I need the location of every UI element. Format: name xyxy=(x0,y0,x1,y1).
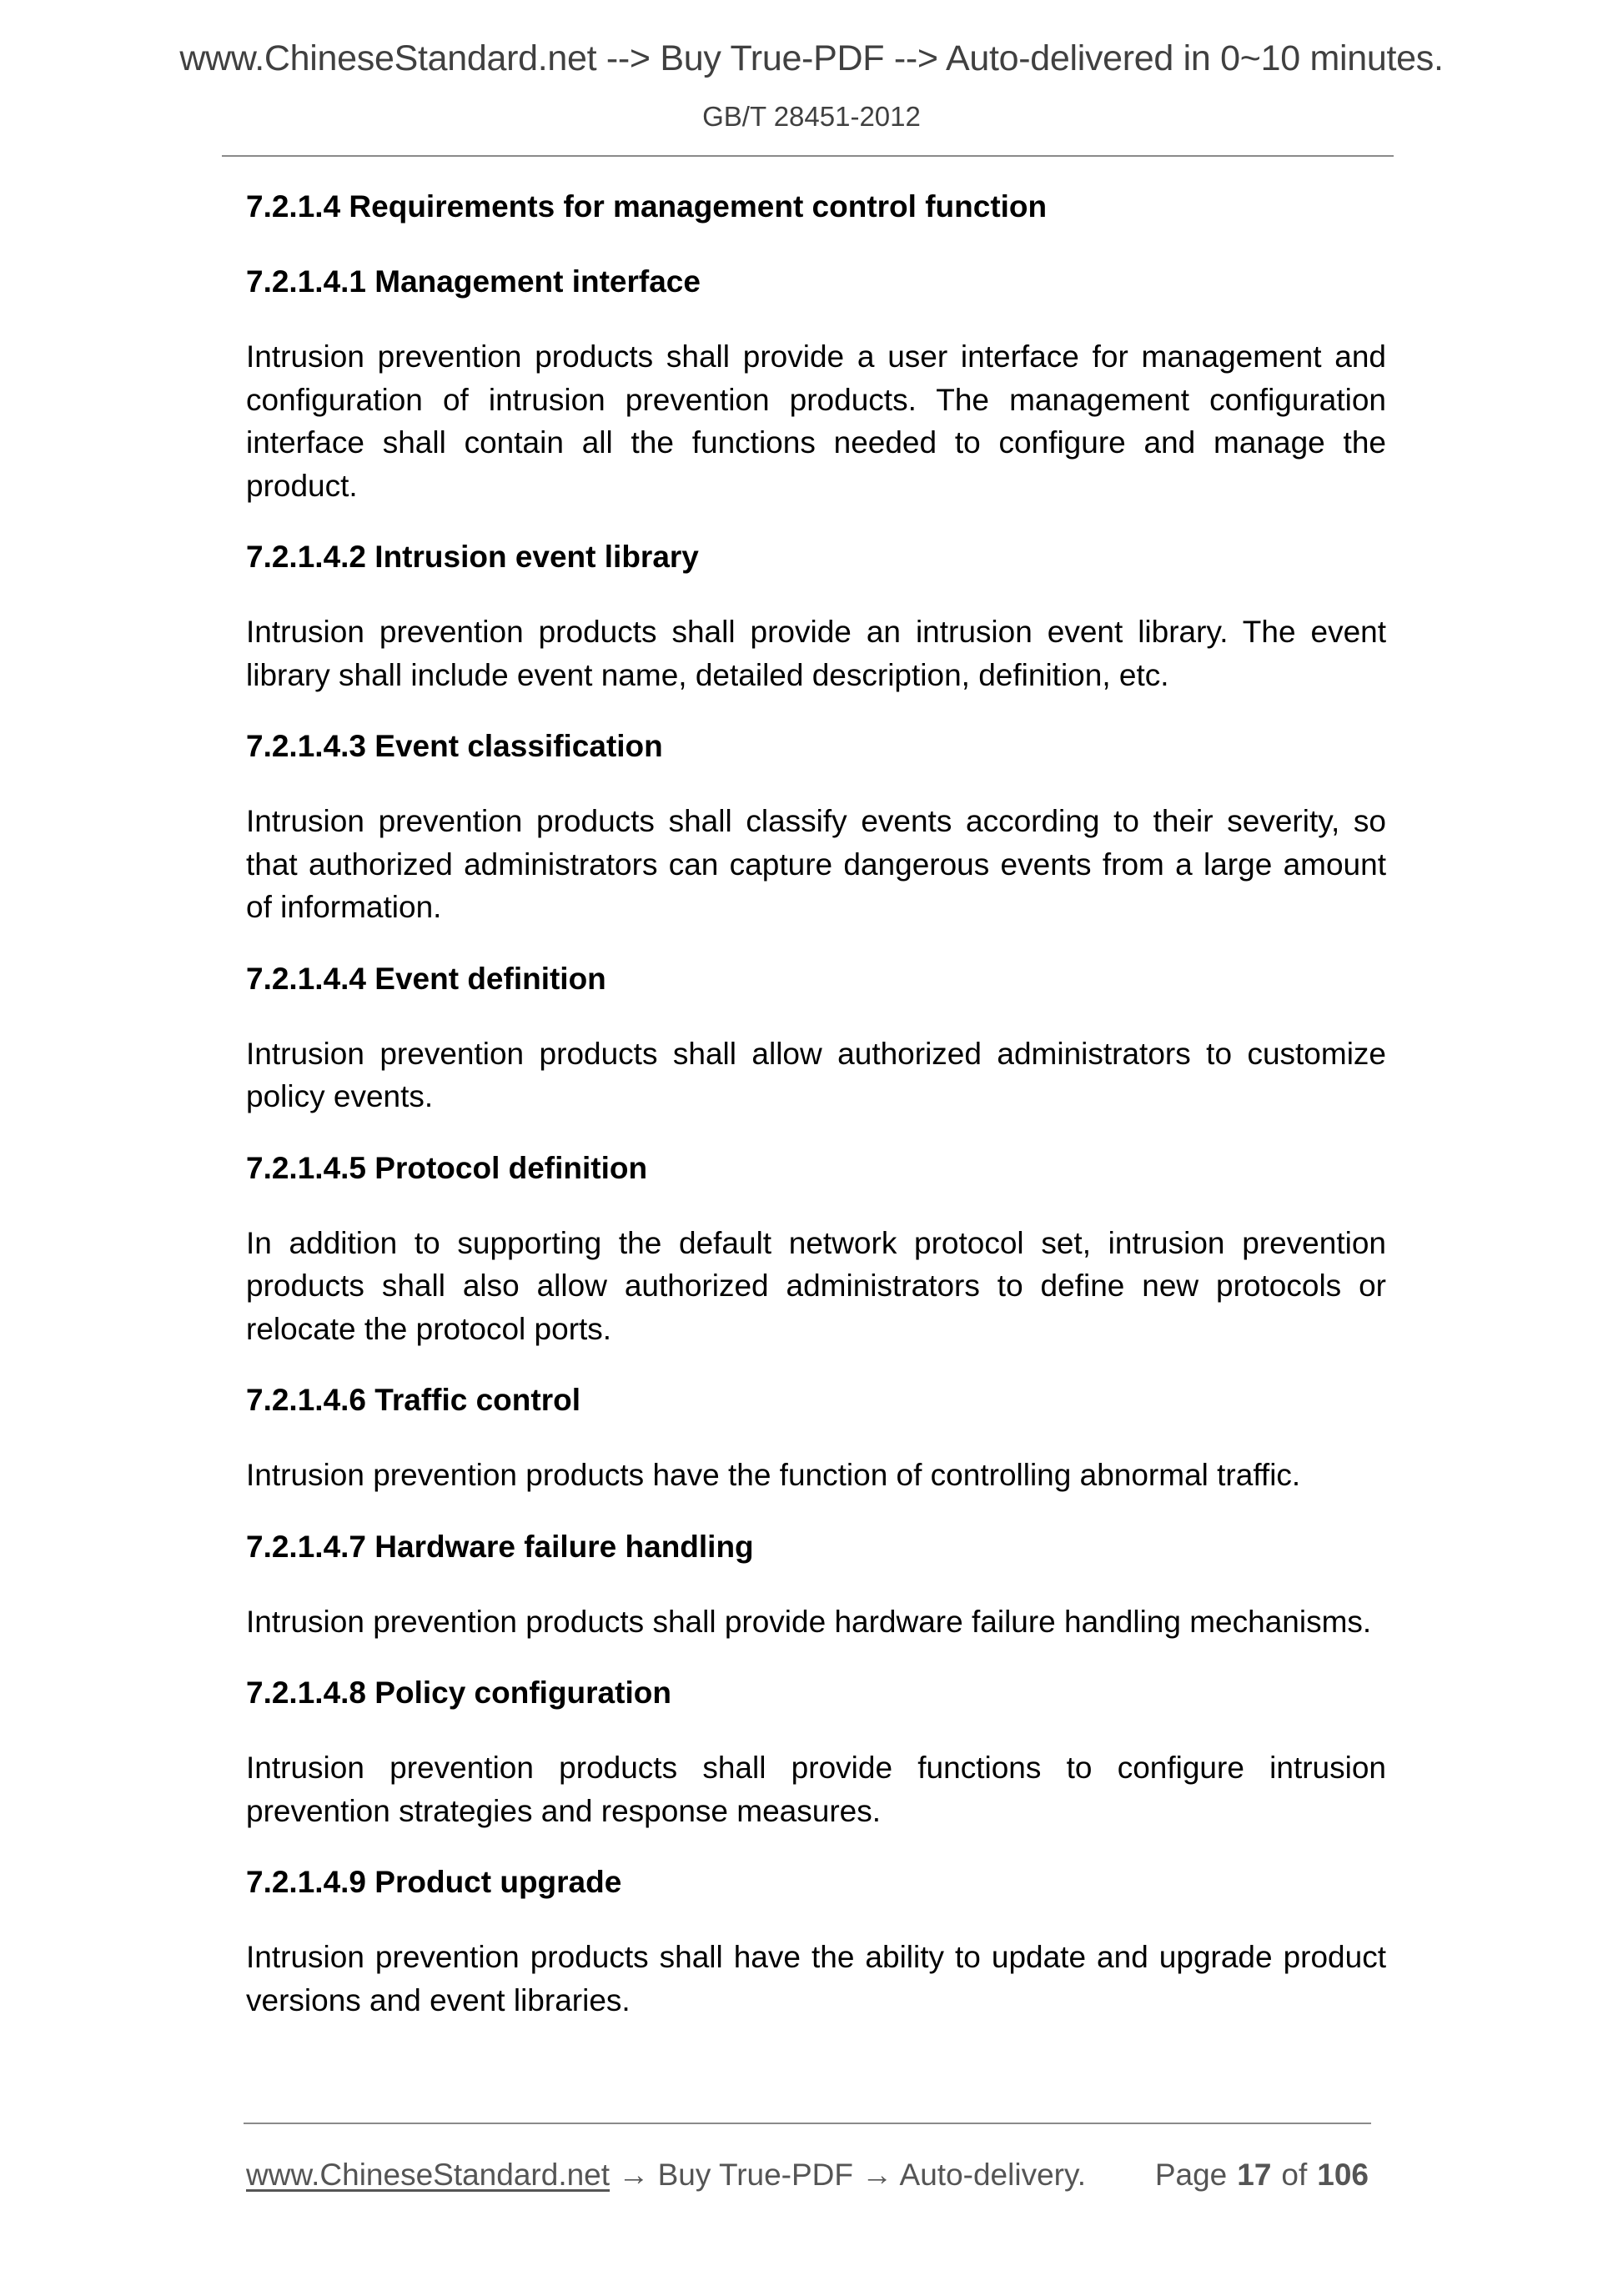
section-heading: 7.2.1.4.6 Traffic control xyxy=(246,1383,580,1417)
section-heading: 7.2.1.4.9 Product upgrade xyxy=(246,1865,622,1899)
section-paragraph: Intrusion prevention products have the function of controlling abnormal traffic. xyxy=(246,1458,1301,1492)
document-code: GB/T 28451-2012 xyxy=(702,101,921,132)
auto-delivery-text: Auto-delivery. xyxy=(899,2158,1087,2192)
document-body xyxy=(246,188,1386,2022)
section-heading: 7.2.1.4.1 Management interface xyxy=(246,264,701,299)
page-footer xyxy=(246,2155,1374,2195)
header-divider xyxy=(222,155,1394,157)
page-total: 106 xyxy=(1317,2158,1369,2192)
section-heading: 7.2.1.4.3 Event classification xyxy=(246,729,663,763)
page-indicator xyxy=(1155,2155,1369,2195)
section-paragraph: In addition to supporting the default network protocol set, intrusion prevention products shall also allow authorized administrators to define new protocols or relocate the protocol ports. xyxy=(246,1225,1386,1346)
top-banner: www.ChineseStandard.net --> Buy True-PDF --> Auto-delivered in 0~10 minutes. xyxy=(179,38,1444,78)
footer-promo xyxy=(246,2155,1086,2195)
section-heading: 7.2.1.4 Requirements for management control function xyxy=(246,189,1048,224)
page-current: 17 xyxy=(1237,2158,1272,2192)
section-heading: 7.2.1.4.7 Hardware failure handling xyxy=(246,1529,754,1564)
section-heading: 7.2.1.4.4 Event definition xyxy=(246,961,606,996)
section-paragraph: Intrusion prevention products shall allow authorized administrators to customize policy events. xyxy=(246,1036,1386,1113)
section-paragraph: Intrusion prevention products shall provide an intrusion event library. The event library shall include event name, detailed description, definition, etc. xyxy=(246,615,1386,692)
arrow-right-icon: → xyxy=(862,2158,893,2192)
section-heading: 7.2.1.4.8 Policy configuration xyxy=(246,1676,671,1710)
page-of-label: of xyxy=(1281,2158,1308,2192)
arrow-right-icon: → xyxy=(618,2158,650,2192)
section-paragraph: Intrusion prevention products shall have the ability to update and upgrade product versions and event libraries. xyxy=(246,1940,1386,2017)
section-heading: 7.2.1.4.5 Protocol definition xyxy=(246,1150,648,1185)
section-paragraph: Intrusion prevention products shall classify events according to their severity, so that authorized administrators can capture dangerous events from a large amount of information. xyxy=(246,804,1386,924)
section-paragraph: Intrusion prevention products shall provide hardware failure handling mechanisms. xyxy=(246,1604,1372,1639)
page-label: Page xyxy=(1154,2158,1228,2192)
section-paragraph: Intrusion prevention products shall provide functions to configure intrusion prevention strategies and response measures. xyxy=(246,1751,1386,1828)
footer-divider xyxy=(244,2123,1371,2124)
buy-true-pdf-text: Buy True-PDF xyxy=(657,2158,854,2192)
section-paragraph: Intrusion prevention products shall provide a user interface for management and configuration of intrusion prevention products. The management configuration interface shall contain all the functions needed to configure and manage the product. xyxy=(246,339,1386,503)
chinese-standard-link[interactable]: www.ChineseStandard.net xyxy=(246,2158,611,2192)
section-heading: 7.2.1.4.2 Intrusion event library xyxy=(246,540,699,574)
